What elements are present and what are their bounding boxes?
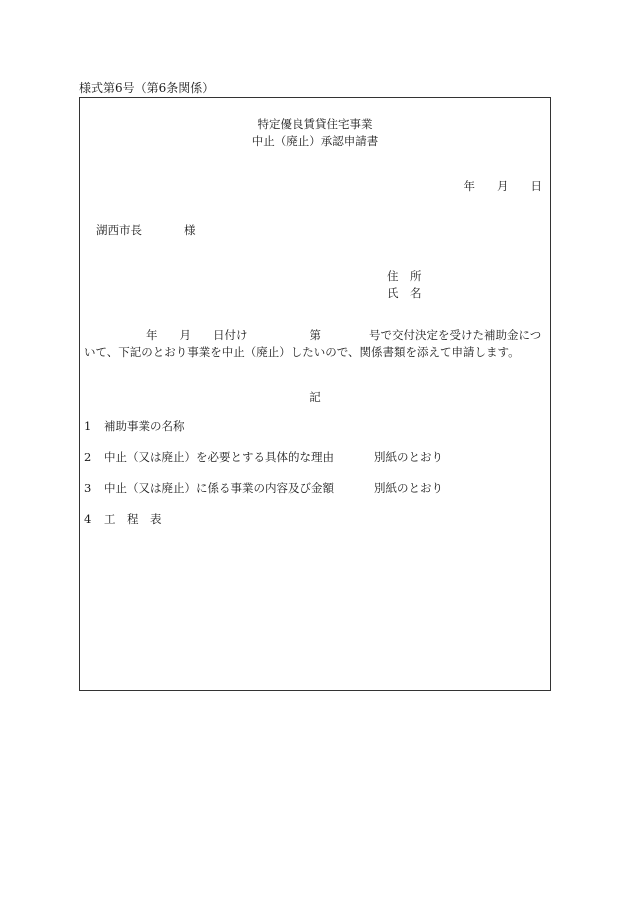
addressee: [96, 222, 196, 238]
addressee-name: 湖西市長: [96, 223, 142, 237]
body-text-line1: [84, 327, 541, 343]
applicant-name-label: 氏 名: [387, 286, 422, 300]
list-item: [84, 511, 162, 527]
item-note: 別紙のとおり: [374, 450, 443, 464]
item-text: 補助事業の名称: [104, 419, 185, 433]
item-number: 3: [84, 481, 92, 495]
document-title-line2: 中止（廃止）承認申請書: [251, 134, 379, 148]
body-year-label: 年: [146, 328, 158, 342]
item-number: 1: [84, 419, 92, 433]
application-form-frame: [79, 97, 551, 691]
body-text-line2: いて、下記のとおり事業を中止（廃止）したいので、関係書類を添えて申請します。: [84, 345, 520, 359]
date-day-label: 日: [530, 179, 542, 193]
item-text: 中止（又は廃止）を必要とする具体的な理由: [104, 450, 334, 464]
list-item: [84, 449, 443, 465]
body-month-label: 月: [179, 328, 191, 342]
date-line: [464, 178, 543, 194]
body-dated-label: 日付け: [213, 328, 248, 342]
body-dai-label: 第: [309, 328, 321, 342]
body-text-rest: 号で交付決定を受けた補助金につ: [369, 328, 542, 342]
date-month-label: 月: [497, 179, 509, 193]
item-text: 中止（又は廃止）に係る事業の内容及び金額: [104, 481, 334, 495]
date-year-label: 年: [463, 179, 475, 193]
applicant-address-label: 住 所: [387, 269, 422, 283]
item-text: 工 程 表: [104, 512, 162, 526]
form-number: 様式第6号（第6条関係）: [79, 81, 215, 95]
document-title-line1: 特定優良賃貸住宅事業: [257, 117, 373, 131]
ki-heading: 記: [309, 390, 321, 404]
list-item: [84, 418, 185, 434]
addressee-honorific: 様: [184, 223, 196, 237]
list-item: [84, 480, 443, 496]
item-number: 4: [84, 512, 92, 526]
item-number: 2: [84, 450, 92, 464]
item-note: 別紙のとおり: [374, 481, 443, 495]
